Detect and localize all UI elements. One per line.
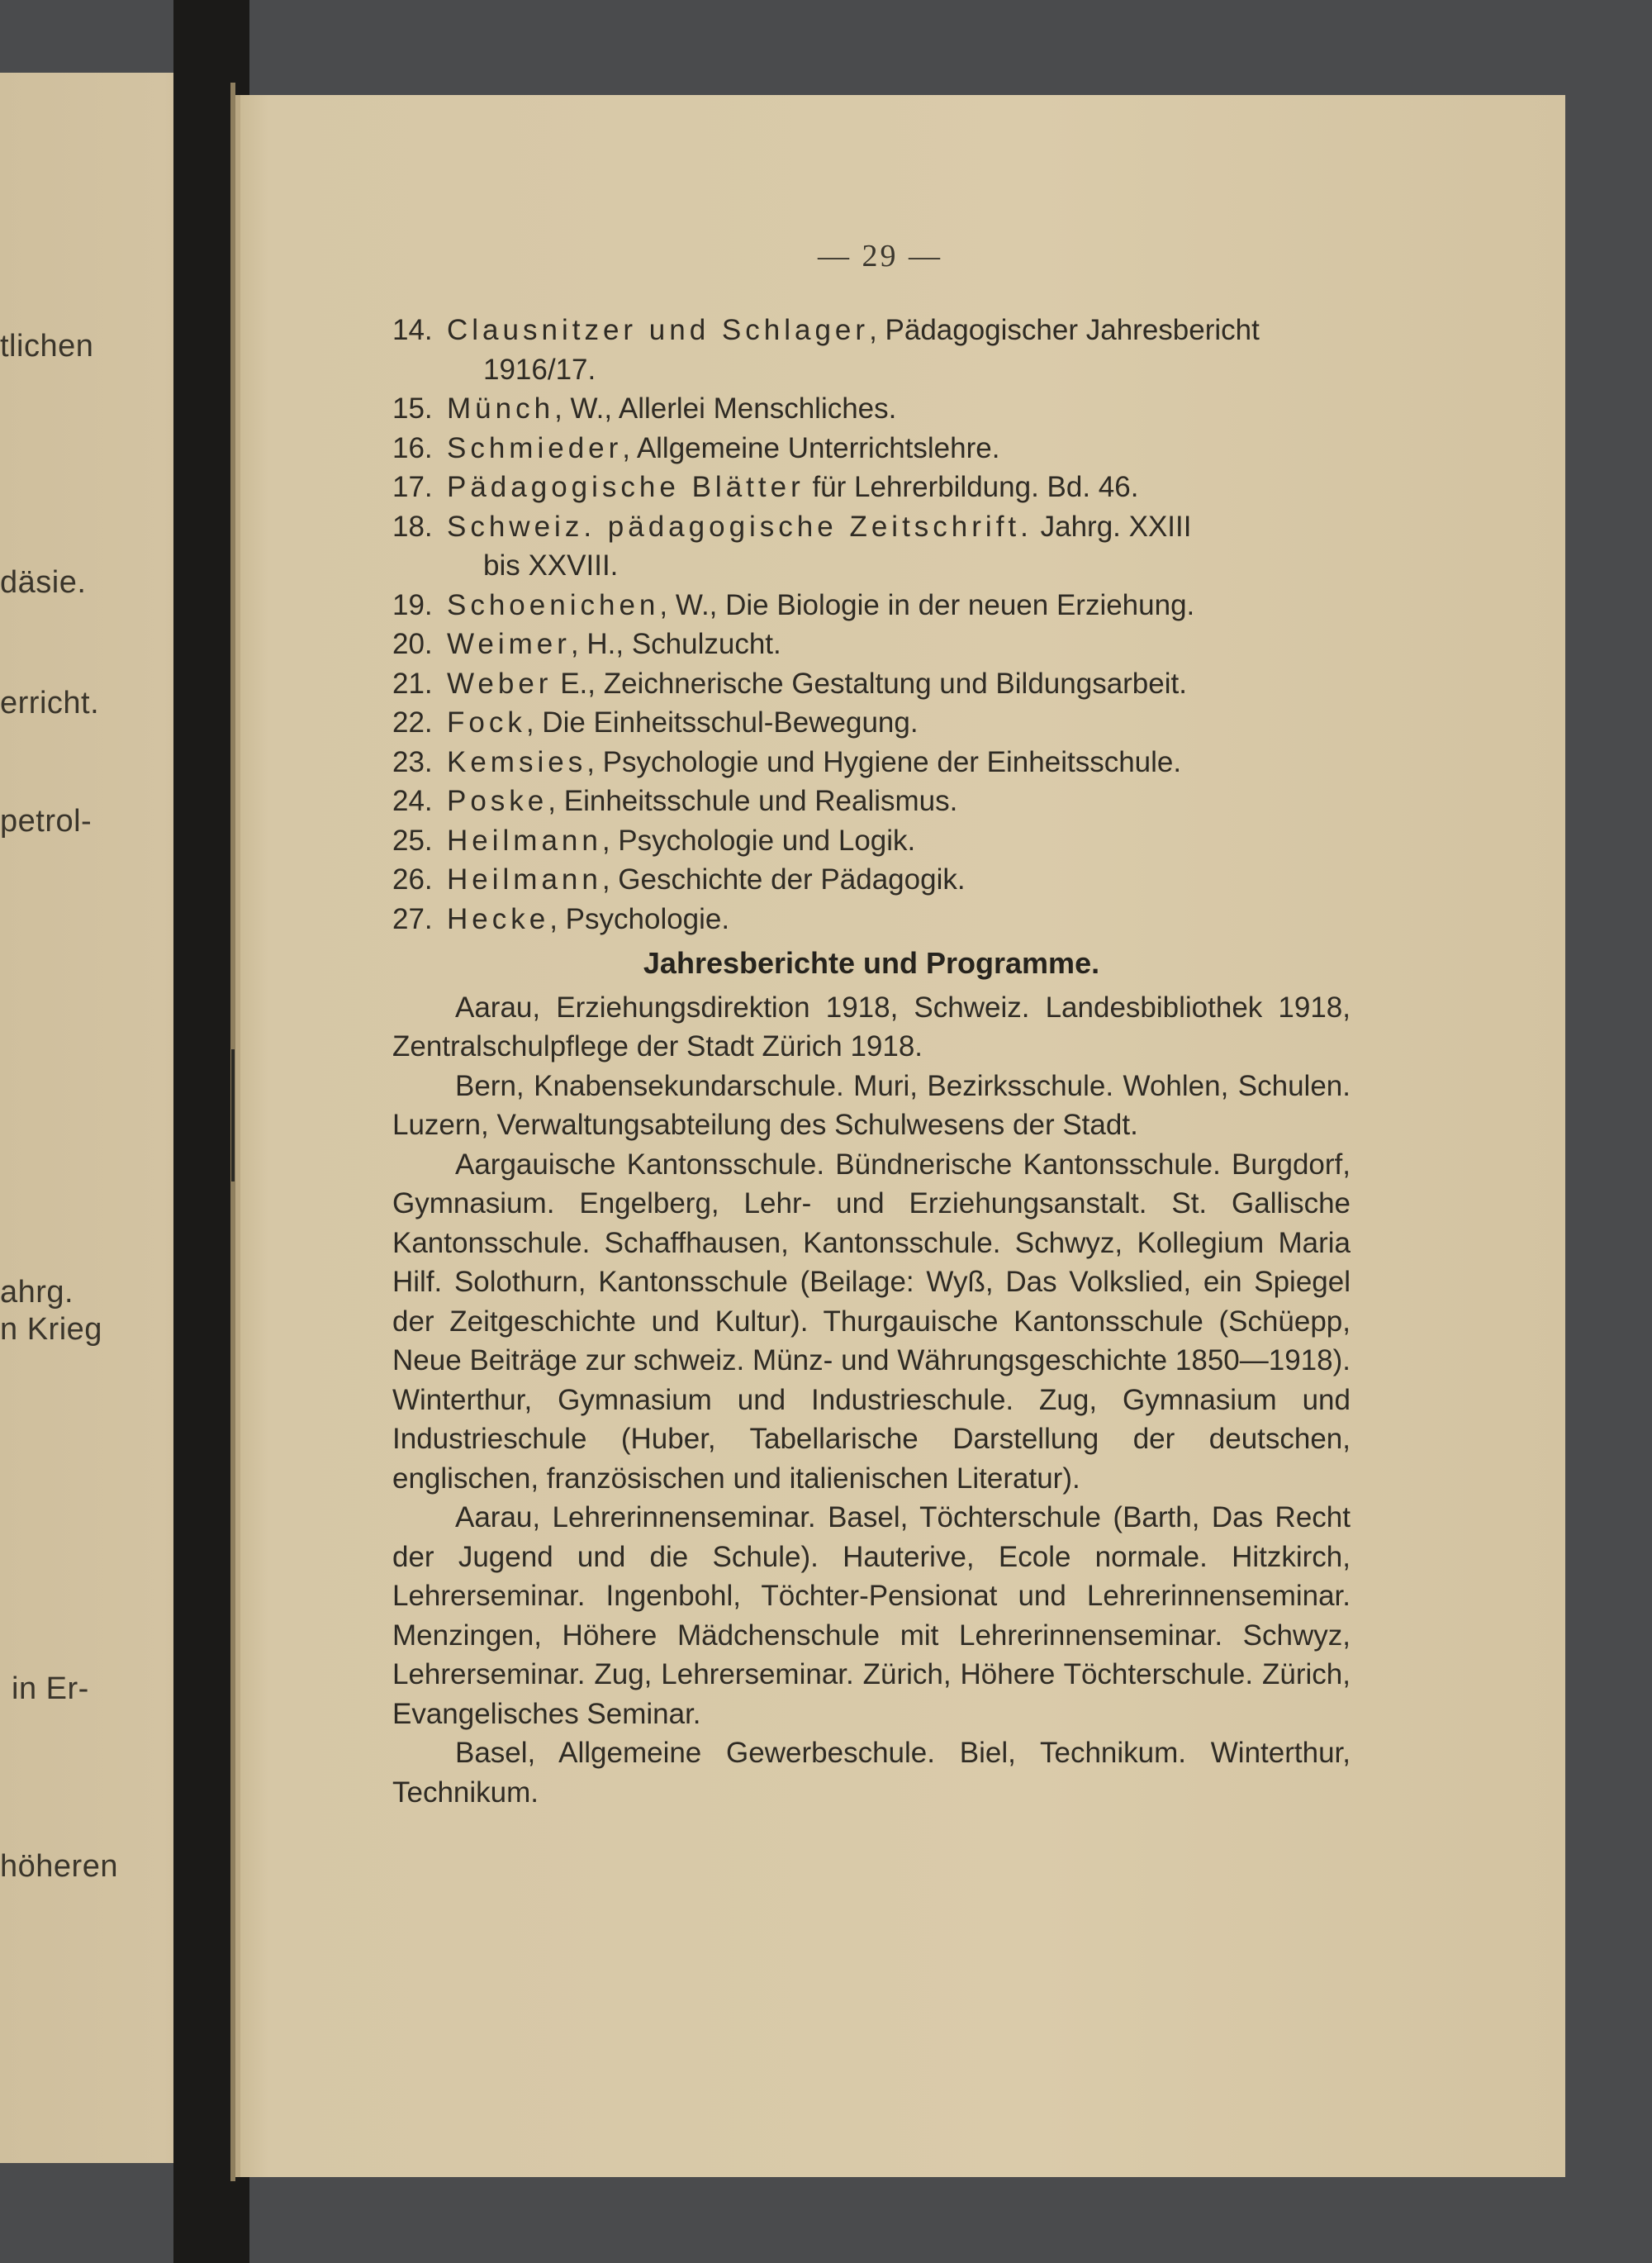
entry-title: , Pädagogischer Jahresbericht [869, 314, 1260, 346]
entry-number: 18. [392, 510, 433, 543]
entry-text [447, 821, 1351, 861]
entry-author: Schmieder [447, 431, 623, 464]
entry-text [447, 782, 1351, 821]
left-fragment: tlichen [0, 329, 94, 364]
entry-text [447, 703, 1351, 743]
left-fragment: däsie. [0, 565, 87, 600]
list-item [392, 507, 1351, 586]
left-fragment: ahrg. [0, 1275, 74, 1310]
entry-text [447, 507, 1351, 586]
gutter-shadow [231, 1049, 235, 1181]
entry-title: , Geschichte der Pädagogik. [601, 863, 966, 896]
left-fragment: petrol- [0, 804, 93, 839]
list-item [392, 625, 1351, 664]
bibliography-list [392, 311, 1351, 939]
left-fragment: erricht. [0, 686, 100, 720]
entry-author: Clausnitzer und Schlager [447, 314, 870, 346]
entry-title: Jahrg. XXIII [1032, 510, 1192, 543]
entry-number: 23. [392, 745, 433, 778]
list-item [392, 743, 1351, 782]
entry-title: E., Zeichnerische Gestaltung und Bildungsarbeit. [552, 667, 1187, 700]
left-fragment: höheren [0, 1849, 118, 1884]
list-item [392, 860, 1351, 900]
entry-author: Weber [447, 667, 553, 700]
entry-number: 22. [392, 706, 433, 739]
entry-title: , W., Die Biologie in der neuen Erziehung. [659, 588, 1195, 621]
list-item [392, 664, 1351, 704]
entry-title: , Allgemeine Unterrichtslehre. [622, 431, 1000, 464]
entry-author: Münch [447, 392, 555, 425]
entry-author: Hecke [447, 902, 550, 935]
entry-number: 24. [392, 785, 433, 817]
entry-text [447, 311, 1351, 389]
entry-title: für Lehrerbildung. Bd. 46. [804, 471, 1139, 503]
paragraph: Bern, Knabensekundarschule. Muri, Bezirksschule. Wohlen, Schulen. Luzern, Verwaltungsabteilung des Schulwesens der Stadt. [392, 1069, 1351, 1141]
entry-number: 15. [392, 392, 433, 425]
entry-number: 26. [392, 863, 433, 896]
entry-author: Kemsies [447, 745, 587, 778]
entry-title: , Einheitsschule und Realismus. [548, 785, 958, 817]
entry-title: , Psychologie und Hygiene der Einheitsschule. [586, 745, 1182, 778]
entry-text [447, 468, 1351, 507]
list-item [392, 389, 1351, 429]
list-item [392, 468, 1351, 507]
page-content [392, 311, 1351, 1812]
entry-continuation: 1916/17. [483, 353, 596, 386]
list-item [392, 311, 1351, 389]
entry-number: 14. [392, 314, 433, 346]
entry-number: 16. [392, 431, 433, 464]
paragraph: Aarau, Lehrerinnenseminar. Basel, Töchterschule (Barth, Das Recht der Jugend und die Schule). Hauterive, Ecole normale. Hitzkirch, Lehrerseminar. Ingenbohl, Töchter-Pensionat und Lehrerinnenseminar. Menzingen, Höhere Mädchenschule mit Lehrerinnenseminar. Schwyz, Lehrerseminar. Zug, Lehrerseminar. Zürich, Höhere Töchterschule. Zürich, Evangelisches Seminar. [392, 1501, 1351, 1730]
entry-text [447, 625, 1351, 664]
paragraph: Aarau, Erziehungsdirektion 1918, Schweiz. Landesbibliothek 1918, Zentralschulpflege der Stadt Zürich 1918. [392, 991, 1351, 1063]
entry-number: 20. [392, 628, 433, 660]
left-fragment: in Er- [12, 1671, 89, 1706]
list-item [392, 782, 1351, 821]
entry-continuation: bis XXVIII. [483, 549, 619, 582]
entry-text [447, 389, 1351, 429]
section-heading: Jahresberichte und Programme. [643, 946, 1100, 980]
paragraph: Basel, Allgemeine Gewerbeschule. Biel, Technikum. Winterthur, Technikum. [392, 1737, 1351, 1809]
paragraph: Aargauische Kantonsschule. Bündnerische Kantonsschule. Burgdorf, Gymnasium. Engelberg, Lehr- und Erziehungsanstalt. St. Gallische Kantonsschule. Schaffhausen, Kantonsschule. Schwyz, Kollegium Maria Hilf. Solothurn, Kantonsschule (Beilage: Wyß, Das Volkslied, ein Spiegel der Zeitgeschichte und Kultur). Thurgauische Kantonsschule (Schüepp, Neue Beiträge zur schweiz. Münz- und Währungsgeschichte 1850—1918). Winterthur, Gymnasium und Industrieschule. Zug, Gymnasium und Industrieschule (Huber, Tabellarische Darstellung der deutschen, englischen, französischen und italienischen Literatur). [392, 1148, 1351, 1495]
entry-author: Schweiz. pädagogische Zeitschrift. [447, 510, 1032, 543]
entry-title: , Psychologie. [549, 902, 730, 935]
entry-number: 17. [392, 471, 433, 503]
entry-text [447, 586, 1351, 625]
entry-text [447, 664, 1351, 704]
list-item [392, 900, 1351, 939]
page-number: — 29 — [818, 239, 942, 273]
entry-author: Fock [447, 706, 526, 739]
entry-author: Heilmann [447, 863, 602, 896]
entry-title: , H., Schulzucht. [570, 628, 781, 660]
list-item [392, 703, 1351, 743]
entry-number: 25. [392, 824, 433, 857]
entry-text [447, 900, 1351, 939]
entry-author: Schoenichen [447, 588, 660, 621]
entry-number: 19. [392, 588, 433, 621]
list-item [392, 429, 1351, 468]
list-item [392, 821, 1351, 861]
entry-number: 27. [392, 902, 433, 935]
entry-text [447, 860, 1351, 900]
entry-author: Weimer [447, 628, 571, 660]
entry-author: Poske [447, 785, 548, 817]
entry-text [447, 743, 1351, 782]
entry-author: Pädagogische Blätter [447, 471, 805, 503]
entry-title: , Psychologie und Logik. [601, 824, 916, 857]
entry-number: 21. [392, 667, 433, 700]
entry-text [447, 429, 1351, 468]
entry-title: , Die Einheitsschul-Bewegung. [525, 706, 919, 739]
entry-author: Heilmann [447, 824, 602, 857]
entry-title: , W., Allerlei Menschliches. [554, 392, 897, 425]
list-item [392, 586, 1351, 625]
left-fragment: n Krieg [0, 1312, 102, 1347]
